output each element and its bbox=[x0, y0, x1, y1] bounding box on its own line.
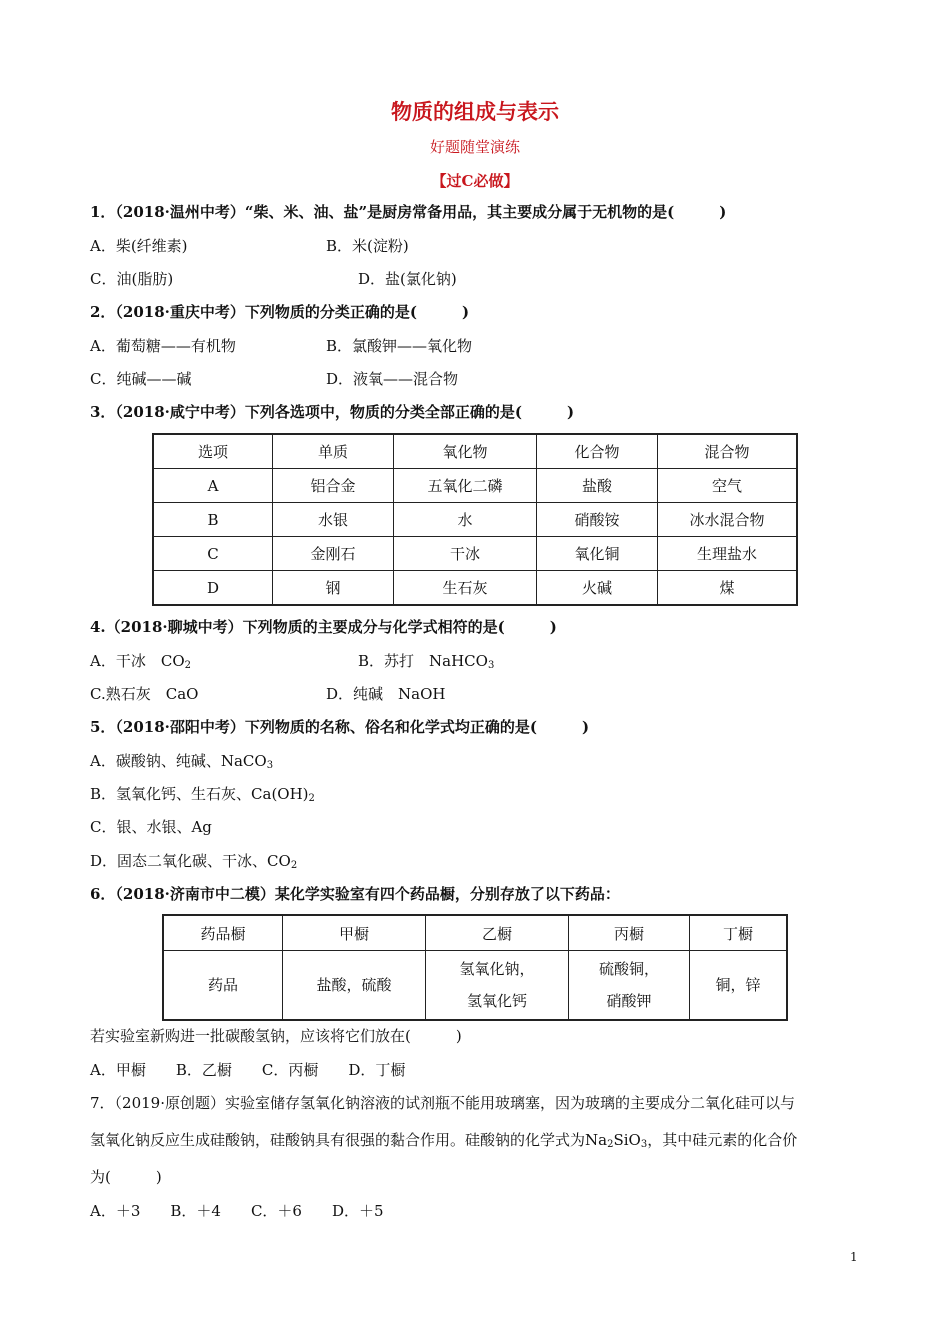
cell-line: 硫酸铜， bbox=[598, 960, 659, 978]
table-header: 药品橱 bbox=[163, 915, 283, 951]
table-header: 丁橱 bbox=[690, 915, 788, 951]
q3-table bbox=[152, 433, 798, 606]
q1-stem: 1．（2018·温州中考）“柴、米、油、盐”是厨房常备用品，其主要成分属于无机物的是( ) bbox=[90, 203, 727, 221]
table-cell: 五氧化二磷 bbox=[394, 469, 537, 503]
table-cell: 火碱 bbox=[537, 571, 658, 606]
q7-line-2 bbox=[90, 1130, 797, 1150]
q5-option-b bbox=[90, 784, 315, 804]
table-cell: B bbox=[153, 503, 273, 537]
table-cell: 空气 bbox=[658, 469, 798, 503]
q7-options: A．＋3 B．＋4 C．＋6 D．＋5 bbox=[90, 1202, 384, 1220]
table-header: 单质 bbox=[273, 434, 394, 469]
q4-option-b bbox=[358, 651, 494, 671]
q1-option-b: B．米(淀粉) bbox=[326, 237, 409, 255]
table-header-row bbox=[153, 434, 797, 469]
table-cell: C bbox=[153, 537, 273, 571]
table-row bbox=[153, 469, 797, 503]
formula: NaHCO bbox=[429, 652, 488, 670]
formula: CO bbox=[160, 652, 185, 670]
table-cell: D bbox=[153, 571, 273, 606]
option-text: A．碳酸钠、纯碱、NaCO bbox=[90, 752, 267, 770]
table-header: 氧化物 bbox=[394, 434, 537, 469]
table-header: 化合物 bbox=[537, 434, 658, 469]
table-header: 混合物 bbox=[658, 434, 798, 469]
q2-option-d: D．液氧——混合物 bbox=[326, 370, 459, 388]
table-cell: 铜，锌 bbox=[690, 951, 788, 1021]
q5-option-c: C．银、水银、Ag bbox=[90, 818, 212, 836]
subscript: 3 bbox=[640, 1139, 648, 1150]
table-cell: 水 bbox=[394, 503, 537, 537]
q5-option-a bbox=[90, 751, 273, 771]
option-text: B．苏打 bbox=[358, 652, 430, 670]
table-cell: 药品 bbox=[163, 951, 283, 1021]
formula: SiO bbox=[613, 1131, 641, 1149]
table-header: 选项 bbox=[153, 434, 273, 469]
table-cell: 硝酸铵 bbox=[537, 503, 658, 537]
page-subtitle: 好题随堂演练 bbox=[429, 138, 520, 156]
q4-stem: 4.（2018·聊城中考）下列物质的主要成分与化学式相符的是( ) bbox=[90, 618, 557, 636]
option-text: B．氢氧化钙、生石灰、Ca(OH) bbox=[90, 785, 309, 803]
q7-line-1: 7．（2019·原创题）实验室储存氢氧化钠溶液的试剂瓶不能用玻璃塞，因为玻璃的主要成分二氧化硅可以与 bbox=[90, 1094, 795, 1112]
q3-stem: 3．（2018·咸宁中考）下列各选项中，物质的分类全部正确的是( ) bbox=[90, 403, 575, 421]
table-row bbox=[163, 951, 787, 1021]
q7-line-3: 为( ) bbox=[90, 1168, 162, 1186]
q1-option-d: D．盐(氯化钠) bbox=[358, 270, 457, 288]
table-cell bbox=[426, 951, 569, 1021]
table-cell: 盐酸 bbox=[537, 469, 658, 503]
q4-option-d: D．纯碱 NaOH bbox=[326, 685, 446, 703]
table-row bbox=[153, 571, 797, 606]
table-cell: 干冰 bbox=[394, 537, 537, 571]
table-header: 丙橱 bbox=[569, 915, 690, 951]
q6-table bbox=[162, 914, 788, 1021]
cell-line: 硝酸钾 bbox=[606, 992, 652, 1010]
q4-option-a bbox=[90, 651, 191, 671]
page-title: 物质的组成与表示 bbox=[391, 99, 559, 124]
q2-option-a: A．葡萄糖——有机物 bbox=[90, 337, 236, 355]
subscript: 2 bbox=[308, 793, 315, 804]
table-cell: 氧化铜 bbox=[537, 537, 658, 571]
q6-stem: 6．（2018·济南市中二模）某化学实验室有四个药品橱，分别存放了以下药品： bbox=[90, 885, 620, 903]
table-cell: 水银 bbox=[273, 503, 394, 537]
q6-question: 若实验室新购进一批碳酸氢钠，应该将它们放在( ) bbox=[90, 1027, 462, 1045]
q1-option-a: A．柴(纤维素) bbox=[90, 237, 188, 255]
section-tag: 【过C必做】 bbox=[431, 172, 519, 190]
cell-line: 氢氧化钙 bbox=[466, 992, 527, 1010]
q4-option-c: C.熟石灰 CaO bbox=[90, 685, 199, 703]
table-row bbox=[153, 537, 797, 571]
table-cell: A bbox=[153, 469, 273, 503]
table-cell: 盐酸，硫酸 bbox=[283, 951, 426, 1021]
q5-stem: 5．（2018·邵阳中考）下列物质的名称、俗名和化学式均正确的是( ) bbox=[90, 718, 590, 736]
table-cell: 生理盐水 bbox=[658, 537, 798, 571]
table-header-row bbox=[163, 915, 787, 951]
q2-stem: 2．（2018·重庆中考）下列物质的分类正确的是( ) bbox=[90, 303, 470, 321]
subscript: 3 bbox=[266, 760, 274, 771]
text: ，其中硅元素的化合价 bbox=[647, 1131, 798, 1149]
subscript: 3 bbox=[487, 660, 495, 671]
table-cell: 冰水混合物 bbox=[658, 503, 798, 537]
table-cell: 钢 bbox=[273, 571, 394, 606]
table-cell: 金刚石 bbox=[273, 537, 394, 571]
q2-option-b: B．氯酸钾——氧化物 bbox=[326, 337, 473, 355]
table-cell: 生石灰 bbox=[394, 571, 537, 606]
page-number: 1 bbox=[850, 1250, 858, 1264]
table-header: 甲橱 bbox=[283, 915, 426, 951]
q6-options: A．甲橱 B．乙橱 C．丙橱 D．丁橱 bbox=[90, 1061, 406, 1079]
table-cell: 煤 bbox=[658, 571, 798, 606]
text: 氢氧化钠反应生成硅酸钠，硅酸钠具有很强的黏合作用。硅酸钠的化学式为Na bbox=[90, 1131, 608, 1149]
q1-option-c: C．油(脂肪) bbox=[90, 270, 174, 288]
subscript: 2 bbox=[290, 860, 298, 871]
subscript: 2 bbox=[607, 1139, 614, 1150]
table-header: 乙橱 bbox=[426, 915, 569, 951]
q2-option-c: C．纯碱——碱 bbox=[90, 370, 192, 388]
option-text: A．干冰 bbox=[90, 652, 161, 670]
cell-line: 氢氧化钠， bbox=[459, 960, 535, 978]
table-cell bbox=[569, 951, 690, 1021]
table-row bbox=[153, 503, 797, 537]
table-cell: 铝合金 bbox=[273, 469, 394, 503]
q5-option-d bbox=[90, 851, 297, 871]
subscript: 2 bbox=[184, 660, 191, 671]
option-text: D．固态二氧化碳、干冰、CO bbox=[90, 852, 291, 870]
